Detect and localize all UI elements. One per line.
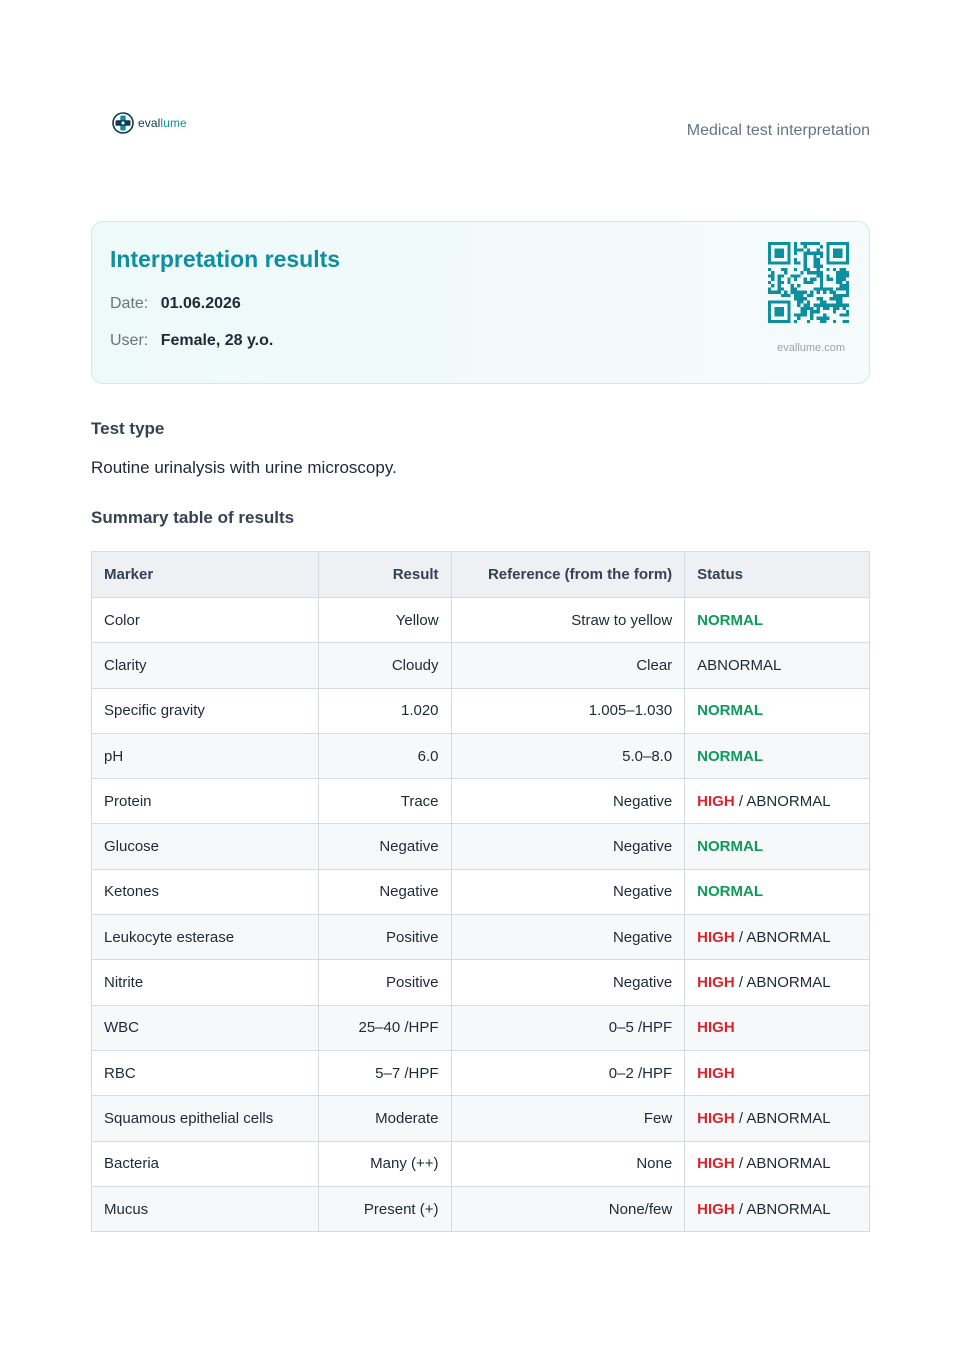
page-header [112,112,870,148]
table-row [92,1005,870,1050]
cell-reference: Few [451,1096,685,1141]
cell-status [685,1096,870,1141]
cell-marker: Nitrite [92,960,319,1005]
status-abnormal: ABNORMAL [746,792,831,810]
status-separator: / [734,1109,747,1127]
cell-status [685,915,870,960]
cell-marker: Color [92,598,319,643]
cell-reference: Negative [451,869,685,914]
cell-reference: None [451,1141,685,1186]
cell-result: Trace [318,779,451,824]
cell-marker: Glucose [92,824,319,869]
table-row [92,733,870,778]
cell-reference: 0–5 /HPF [451,1005,685,1050]
cell-result: Moderate [318,1096,451,1141]
brand-logo[interactable] [112,112,187,134]
status-badge: NORMAL [697,838,763,856]
cell-result: Present (+) [318,1186,451,1231]
date-row [110,295,241,313]
table-row [92,779,870,824]
status-abnormal: ABNORMAL [746,1200,831,1218]
cell-reference: 0–2 /HPF [451,1050,685,1095]
status-abnormal: ABNORMAL [746,1109,831,1127]
column-header-marker: Marker [92,552,319,598]
cell-status [685,824,870,869]
status-badge: NORMAL [697,702,763,720]
user-row [110,332,273,350]
status-abnormal: ABNORMAL [746,974,831,992]
column-header-result: Result [318,552,451,598]
test-type-text: Routine urinalysis with urine microscopy. [91,458,397,477]
table-row [92,824,870,869]
status-high: HIGH [697,1200,735,1218]
cell-reference: Negative [451,960,685,1005]
cell-marker: Bacteria [92,1141,319,1186]
cell-status [685,1141,870,1186]
cell-result: 6.0 [318,733,451,778]
cell-status [685,643,870,688]
cell-reference: Straw to yellow [451,598,685,643]
cell-reference: Negative [451,915,685,960]
table-row [92,1096,870,1141]
cell-result: 1.020 [318,688,451,733]
cell-status [685,688,870,733]
cell-status [685,960,870,1005]
status-high: HIGH [697,974,735,992]
table-row [92,1186,870,1231]
cell-result: 5–7 /HPF [318,1050,451,1095]
table-row [92,869,870,914]
table-row [92,688,870,733]
table-row [92,643,870,688]
cell-marker: Clarity [92,643,319,688]
status-high: HIGH [697,1155,735,1173]
cell-result: Negative [318,824,451,869]
cell-marker: pH [92,733,319,778]
user-value: Female, 28 y.o. [160,332,274,349]
cell-marker: Specific gravity [92,688,319,733]
results-table [91,551,870,1232]
status-separator: / [734,792,747,810]
summary-heading: Summary table of results [91,508,295,527]
cell-status [685,1186,870,1231]
cell-result: Negative [318,869,451,914]
cell-marker: Squamous epithelial cells [92,1096,319,1141]
status-separator: / [734,928,747,946]
cell-result: Positive [318,960,451,1005]
date-label: Date: [110,295,149,312]
column-header-reference: Reference (from the form) [451,552,685,598]
test-type-heading: Test type [91,419,165,438]
cell-reference: Negative [451,824,685,869]
cell-status [685,1005,870,1050]
table-row [92,598,870,643]
cell-reference: Clear [451,643,685,688]
status-badge: NORMAL [697,747,763,765]
results-card [91,221,870,384]
table-row [92,915,870,960]
column-header-status: Status [685,552,870,598]
medical-cross-icon [112,112,134,134]
cell-marker: Protein [92,779,319,824]
date-value: 01.06.2026 [160,295,241,312]
cell-result: Many (++) [318,1141,451,1186]
table-row [92,1050,870,1095]
status-separator: / [734,1200,747,1218]
cell-result: Positive [318,915,451,960]
cell-status [685,779,870,824]
qr-caption: evallume.com [777,342,845,354]
table-row [92,960,870,1005]
cell-marker: Ketones [92,869,319,914]
status-high: HIGH [697,1109,735,1127]
status-separator: / [734,1155,747,1173]
card-title: Interpretation results [110,246,341,272]
table-header-row [92,552,870,598]
header-subtitle: Medical test interpretation [686,122,870,139]
cell-status [685,869,870,914]
status-badge: NORMAL [697,611,763,629]
status-badge: NORMAL [697,883,763,901]
cell-result: Cloudy [318,643,451,688]
logo-text: evallume [138,116,187,130]
cell-reference: 5.0–8.0 [451,733,685,778]
status-high: HIGH [697,1019,735,1037]
cell-reference: Negative [451,779,685,824]
cell-status [685,733,870,778]
cell-marker: RBC [92,1050,319,1095]
status-separator: / [734,974,747,992]
user-label: User: [110,332,149,349]
status-high: HIGH [697,1064,735,1082]
cell-marker: Leukocyte esterase [92,915,319,960]
status-high: HIGH [697,792,735,810]
status-abnormal: ABNORMAL [746,928,831,946]
status-high: HIGH [697,928,735,946]
status-abnormal: ABNORMAL [746,1155,831,1173]
qr-code-icon[interactable] [768,242,849,323]
cell-result: 25–40 /HPF [318,1005,451,1050]
cell-status [685,598,870,643]
table-row [92,1141,870,1186]
cell-reference: 1.005–1.030 [451,688,685,733]
cell-result: Yellow [318,598,451,643]
cell-status [685,1050,870,1095]
cell-marker: WBC [92,1005,319,1050]
cell-reference: None/few [451,1186,685,1231]
status-abnormal: ABNORMAL [697,656,782,674]
cell-marker: Mucus [92,1186,319,1231]
